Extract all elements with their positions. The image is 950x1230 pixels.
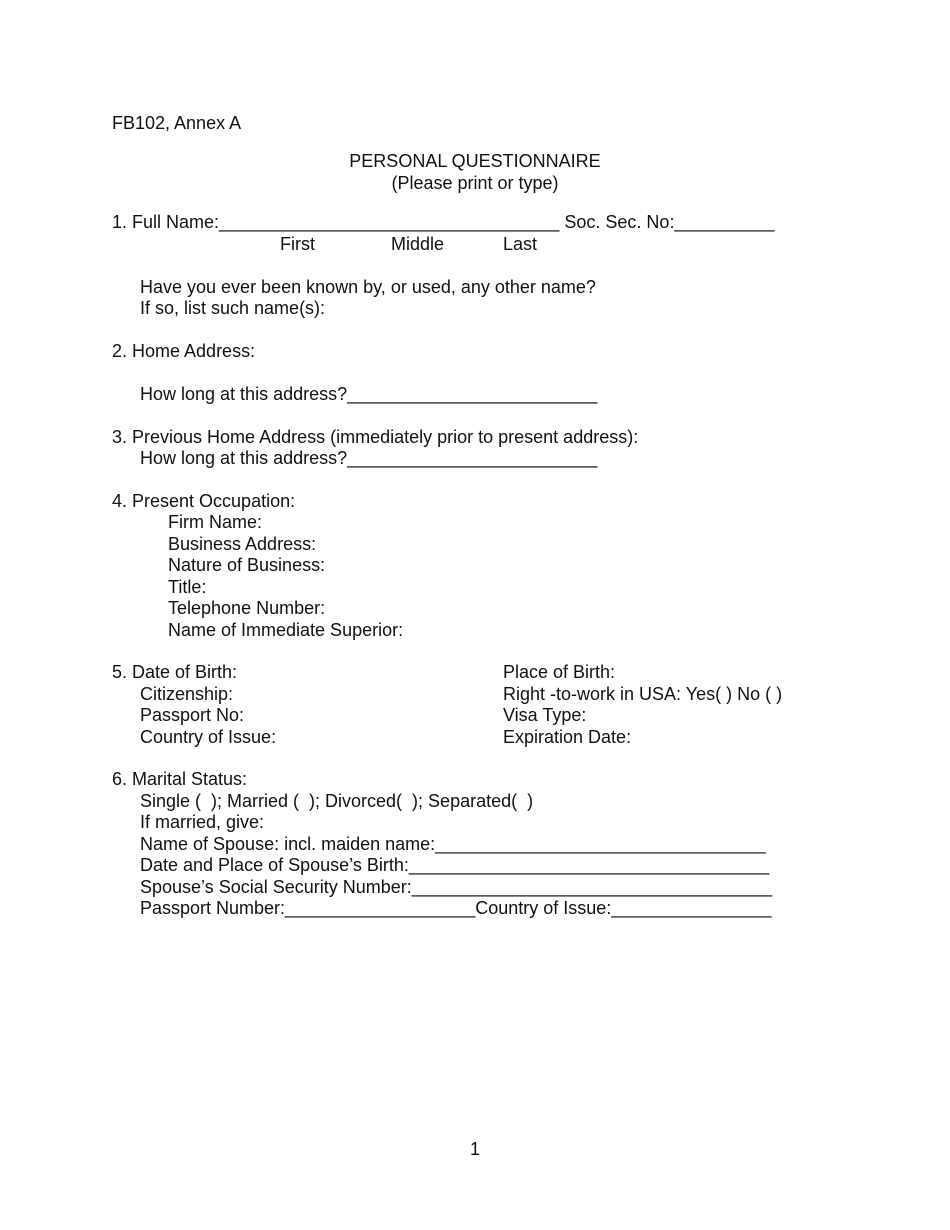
expiration-date-label: Expiration Date: [503,727,632,747]
other-name-question: Have you ever been known by, or used, any other name? [140,277,596,297]
page-number: 1 [469,1139,480,1159]
list-names-label: If so, list such name(s): [140,298,326,318]
right-to-work-label: Right -to-work in USA: Yes( ) No ( ) [503,684,783,704]
country-of-issue-label: Country of Issue: [140,727,277,747]
nature-of-business-label: Nature of Business: [168,555,326,575]
occupation-label: 4. Present Occupation: [112,491,296,511]
date-of-birth-label: 5. Date of Birth: [112,662,238,682]
title-label: Title: [168,577,207,597]
spouse-birth-line: Date and Place of Spouse’s Birth:____________________________________ [140,855,770,875]
form-id: FB102, Annex A [112,113,242,133]
previous-address-label: 3. Previous Home Address (immediately prior to present address): [112,427,639,447]
passport-no-label: Passport No: [140,705,245,725]
if-married-label: If married, give: [140,812,265,832]
spouse-name-line: Name of Spouse: incl. maiden name:_________________________________ [140,834,766,854]
form-subtitle: (Please print or type) [391,173,559,193]
marital-options: Single ( ); Married ( ); Divorced( ); Separated( ) [140,791,534,811]
place-of-birth-label: Place of Birth: [503,662,616,682]
marital-status-label: 6. Marital Status: [112,769,248,789]
spouse-ssn-line: Spouse’s Social Security Number:____________________________________ [140,877,773,897]
passport-number-line: Passport Number:___________________Country of Issue:________________ [140,898,772,918]
first-label: First [280,234,315,254]
visa-type-label: Visa Type: [503,705,587,725]
form-title: PERSONAL QUESTIONNAIRE [349,151,601,171]
home-address-label: 2. Home Address: [112,341,256,361]
middle-label: Middle [391,234,445,254]
how-long-previous-line: How long at this address?_________________________ [140,448,598,468]
last-label: Last [503,234,538,254]
full-name-line: 1. Full Name:__________________________________ Soc. Sec. No:__________ [112,212,775,232]
firm-name-label: Firm Name: [168,512,262,532]
citizenship-label: Citizenship: [140,684,234,704]
superior-label: Name of Immediate Superior: [168,620,404,640]
telephone-label: Telephone Number: [168,598,326,618]
business-address-label: Business Address: [168,534,317,554]
how-long-home-line: How long at this address?_________________________ [140,384,598,404]
